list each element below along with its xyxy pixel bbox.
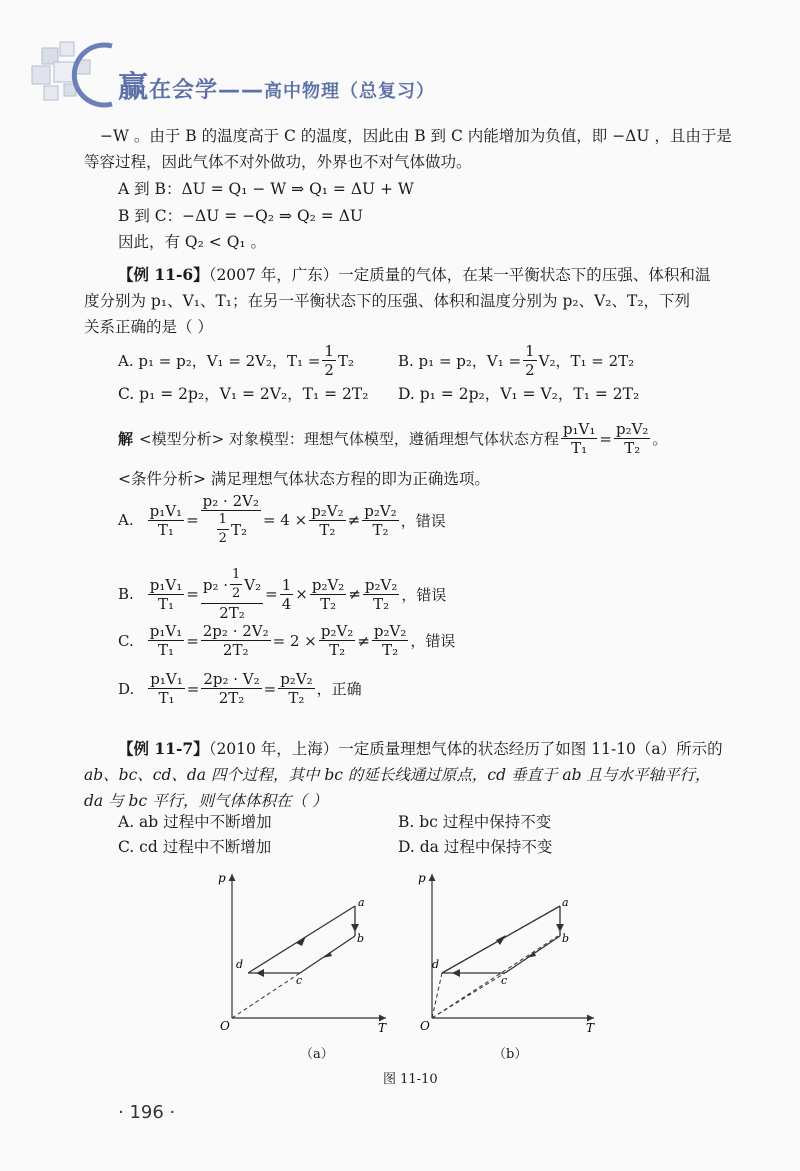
page-header bbox=[0, 0, 800, 120]
example-11-7-line-1: 【例 11-7】（2010 年，上海）一定质量理想气体的状态经历了如图 11-10（a）所示的 bbox=[118, 739, 723, 758]
figure-11-10-a bbox=[210, 868, 390, 1038]
intro-line-2: 等容过程，因此气体不对外做功，外界也不对气体做功。 bbox=[84, 153, 472, 171]
example-11-6-line-3: 关系正确的是（ ） bbox=[84, 318, 213, 336]
example-11-6-line-2: 度分别为 p₁、V₁、T₁；在另一平衡状态下的压强、体积和温度分别为 p₂、V₂、T₂，下列 bbox=[84, 292, 691, 310]
solution-a: A. $\frac{\text{p₁V₁}}{\text{T₁}}$ = p₂ · 2V₂ $\frac{1}{2}$ T₂ = 4 × $\frac{\text{p₂V₂}}{\text{T₂}}$ ≠ $\frac{\text{p₂V₂}}{\text{T₂}}$ ，错误 bbox=[118, 492, 446, 546]
book-title: 赢在会学——高中物理（总复习） bbox=[118, 70, 436, 105]
example-11-7-tag: 【例 11-7】 bbox=[118, 739, 209, 758]
example-11-7-line-3: da 与 bc 平行，则气体体积在（ ） bbox=[84, 792, 328, 810]
axis-t-label: T bbox=[378, 1021, 387, 1035]
solution-condition-line: <条件分析> 满足理想气体状态方程的即为正确选项。 bbox=[118, 470, 490, 488]
point-c-label: c bbox=[501, 974, 508, 987]
solution-b: B. $\frac{\text{p₁V₁}}{\text{T₁}}$ = p₂ · $\frac{1}{2}$ V₂ 2T₂ = $\frac{1}{4}$ × $\frac{\text{p₂V₂}}{\text{T₂}}$ ≠ $\frac{\text{p₂V₂}}{\text{T₂}}$ ，错误 bbox=[118, 567, 447, 622]
figure-11-10-b bbox=[410, 868, 600, 1038]
origin-label: O bbox=[420, 1019, 430, 1033]
example-11-7-line-2: ab、bc、cd、da 四个过程，其中 bc 的延长线通过原点，cd 垂直于 ab 且与水平轴平行， bbox=[84, 766, 711, 784]
point-c-label: c bbox=[296, 974, 303, 987]
example-11-6-tag: 【例 11-6】 bbox=[118, 265, 209, 284]
solution-c: C. $\frac{\text{p₁V₁}}{\text{T₁}}$ = $\frac{\text{2p₂ · 2V₂}}{\text{2T₂}}$ = 2 × $\frac{\text{p₂V₂}}{\text{T₂}}$ ≠ $\frac{\text{p₂V₂}}{\text{T₂}}$ ，错误 bbox=[118, 622, 456, 659]
point-d-label: d bbox=[236, 958, 244, 971]
option-d-11-7: D. da 过程中保持不变 bbox=[398, 838, 553, 856]
option-b-11-6: B. p₁ = p₂，V₁ = $\frac{1}{2}$ V₂，T₁ = 2T₂ bbox=[398, 342, 635, 379]
intro-line-1: −W 。由于 B 的温度高于 C 的温度，因此由 B 到 C 内能增加为负值，即 −ΔU ，且由于是 bbox=[100, 127, 732, 145]
axis-p-label: p bbox=[218, 871, 226, 885]
solution-model-line: 解 <模型分析> 对象模型：理想气体模型，遵循理想气体状态方程 $\frac{\text{p₁V₁}}{\text{T₁}}$ = $\frac{\text{p₂V₂}}{\text{T₂}}$ 。 bbox=[118, 420, 668, 457]
axis-p-label: p bbox=[418, 871, 426, 885]
example-11-6-line-1: 【例 11-6】（2007 年，广东）一定质量的气体，在某一平衡状态下的压强、体积和温 bbox=[118, 265, 711, 284]
axis-t-label: T bbox=[586, 1021, 595, 1035]
page-number: · 196 · bbox=[118, 1102, 176, 1123]
option-d-11-6: D. p₁ = 2p₂，V₁ = V₂，T₁ = 2T₂ bbox=[398, 385, 640, 403]
origin-label: O bbox=[220, 1019, 230, 1033]
solution-d: D. $\frac{\text{p₁V₁}}{\text{T₁}}$ = $\frac{\text{2p₂ · V₂}}{\text{2T₂}}$ = $\frac{\text{p₂V₂}}{\text{T₂}}$ ，正确 bbox=[118, 670, 362, 707]
intro-line-4: B 到 C：−ΔU = −Q₂ ⇒ Q₂ = ΔU bbox=[118, 207, 363, 225]
intro-line-3: A 到 B：ΔU = Q₁ − W ⇒ Q₁ = ΔU + W bbox=[118, 180, 414, 198]
option-b-11-7: B. bc 过程中保持不变 bbox=[398, 813, 552, 831]
point-d-label: d bbox=[432, 958, 440, 971]
point-a-label: a bbox=[562, 896, 569, 909]
bc-extension bbox=[232, 973, 303, 1018]
figure-caption: 图 11-10 bbox=[383, 1072, 438, 1087]
point-b-label: b bbox=[357, 932, 365, 945]
subfigure-a-label: （a） bbox=[300, 1047, 334, 1062]
option-a-11-6: A. p₁ = p₂，V₁ = 2V₂，T₁ = $\frac{1}{2}$ T₂ bbox=[118, 342, 354, 379]
decorative-cubes-icon bbox=[30, 40, 120, 110]
option-c-11-7: C. cd 过程中不断增加 bbox=[118, 838, 272, 856]
point-b-label: b bbox=[562, 932, 570, 945]
intro-line-5: 因此，有 Q₂ < Q₁ 。 bbox=[118, 233, 267, 251]
subfigure-b-label: （b） bbox=[493, 1047, 528, 1062]
option-a-11-7: A. ab 过程中不断增加 bbox=[118, 813, 272, 831]
point-a-label: a bbox=[358, 896, 365, 909]
option-c-11-6: C. p₁ = 2p₂，V₁ = 2V₂，T₁ = 2T₂ bbox=[118, 385, 369, 403]
